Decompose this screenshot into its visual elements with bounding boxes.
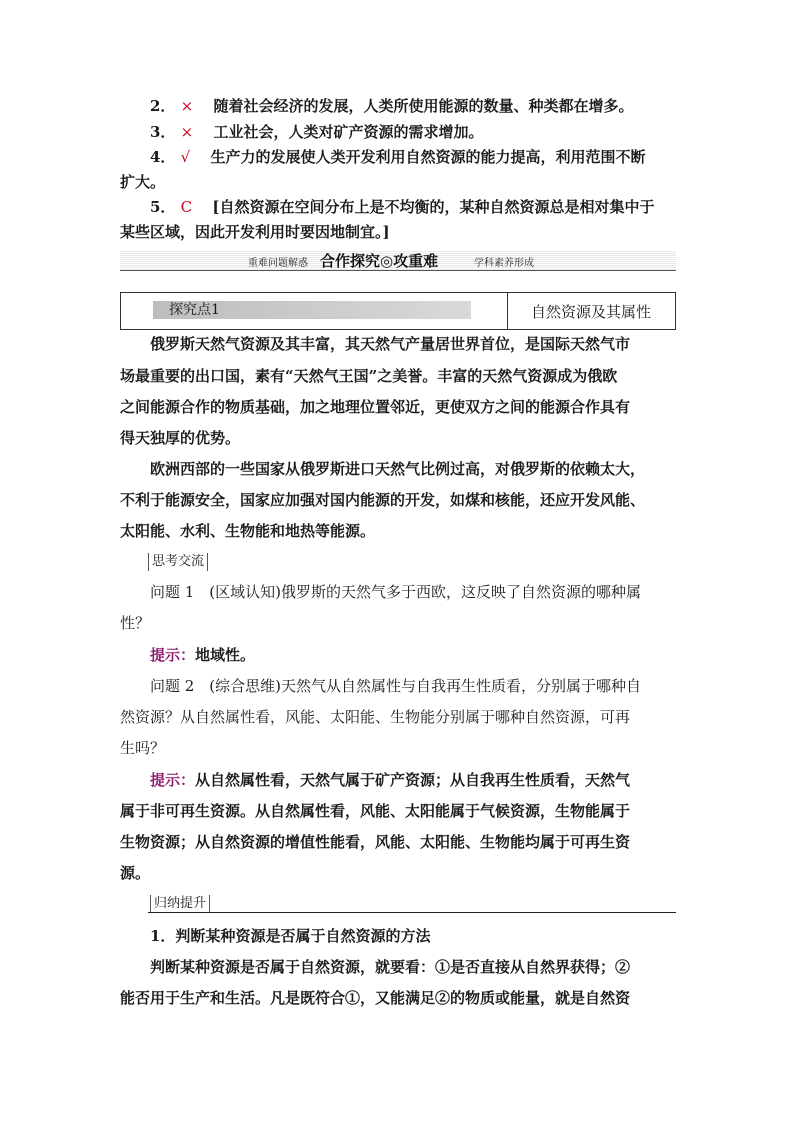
banner-right-text: 学科素养形成 — [474, 258, 534, 269]
summary-rule — [148, 912, 676, 913]
para1-line2: 场最重要的出口国，素有“天然气王国”之美誉。丰富的天然气资源成为俄欧 — [120, 367, 618, 385]
answer-2-line2: 属于非可再生资源。从自然属性看，风能、太阳能属于气候资源，生物能属于 — [120, 802, 631, 820]
summary-label: 归纳提升 — [150, 895, 210, 913]
banner-left-text: 重难问题解惑 — [248, 258, 308, 269]
answer-4-cont: 扩大。 — [120, 173, 166, 191]
think-exchange-label: 思考交流 — [148, 553, 208, 571]
question-2: 问题 2 (综合思维)天然气从自然属性与自我再生性质看，分别属于哪种自 — [150, 677, 642, 695]
para2-line2: 不利于能源安全，国家应加强对国内能源的开发，如煤和核能，还应开发风能、 — [120, 491, 646, 509]
answer-2-num: 2． — [150, 97, 176, 115]
answer-3-text: 工业社会，人类对矿产资源的需求增加。 — [213, 123, 484, 141]
answer-3 — [150, 122, 484, 142]
method-title: 1．判断某种资源是否属于自然资源的方法 — [150, 927, 431, 945]
answer-1-hint — [150, 645, 255, 665]
hint-label: 提示： — [150, 771, 196, 789]
answer-4 — [150, 147, 645, 167]
question-2-cont1: 然资源？从自然属性看，风能、太阳能、生物能分别属于哪种自然资源，可再 — [120, 708, 631, 726]
method-text-line1: 判断某种资源是否属于自然资源，就要看：①是否直接从自然界获得；② — [150, 958, 631, 976]
answer-5-text: [自然资源在空间分布上是不均衡的，某种自然资源总是相对集中于 — [212, 198, 655, 216]
inquiry-tag: 探究点1 — [169, 302, 220, 318]
hint-label: 提示： — [150, 646, 196, 664]
answer-3-mark: × — [180, 123, 194, 141]
answer-2 — [150, 96, 634, 116]
para2-line1: 欧洲西部的一些国家从俄罗斯进口天然气比例过高，对俄罗斯的依赖太大， — [150, 460, 646, 478]
answer-4-text: 生产力的发展使人类开发利用自然资源的能力提高，利用范围不断 — [210, 148, 646, 166]
answer-2-line4: 源。 — [120, 864, 151, 882]
banner-main-text: 合作探究◎攻重难 — [320, 252, 439, 270]
answer-5 — [150, 197, 655, 217]
answer-2-line3: 生物资源；从自然资源的增值性能看，风能、太阳能、生物能均属于可再生资 — [120, 833, 631, 851]
answer-3-num: 3． — [150, 123, 176, 141]
inquiry-title: 自然资源及其属性 — [530, 303, 651, 321]
question-1: 问题 1 (区域认知)俄罗斯的天然气多于西欧，这反映了自然资源的哪种属 — [150, 583, 642, 601]
method-text-line2: 能否用于生产和生活。凡是既符合①，又能满足②的物质或能量，就是自然资 — [120, 989, 631, 1007]
question-1-cont: 性？ — [120, 614, 151, 632]
answer-2-hint — [150, 770, 630, 790]
answer-2-text: 随着社会经济的发展，人类所使用能源的数量、种类都在增多。 — [213, 97, 634, 115]
para2-line3: 太阳能、水利、生物能和地热等能源。 — [120, 522, 376, 540]
answer-5-mark: C — [180, 198, 193, 216]
answer-5-cont: 某些区域，因此开发利用时要因地制宜。] — [120, 223, 390, 241]
inquiry-point-header — [120, 292, 676, 330]
section-banner — [120, 250, 676, 272]
answer-1-text: 地域性。 — [195, 646, 256, 664]
answer-5-num: 5． — [150, 198, 176, 216]
question-2-cont2: 生吗？ — [120, 739, 166, 757]
para1-line1: 俄罗斯天然气资源及其丰富，其天然气产量居世界首位，是国际天然气市 — [150, 335, 631, 353]
answer-2-mark: × — [180, 97, 194, 115]
answer-4-mark: √ — [180, 148, 191, 166]
answer-4-num: 4． — [150, 148, 176, 166]
answer-2-line1: 从自然属性看，天然气属于矿产资源；从自我再生性质看，天然气 — [195, 771, 631, 789]
para1-line3: 之间能源合作的物质基础，加之地理位置邻近，更使双方之间的能源合作具有 — [120, 398, 631, 416]
para1-line4: 得天独厚的优势。 — [120, 429, 241, 447]
